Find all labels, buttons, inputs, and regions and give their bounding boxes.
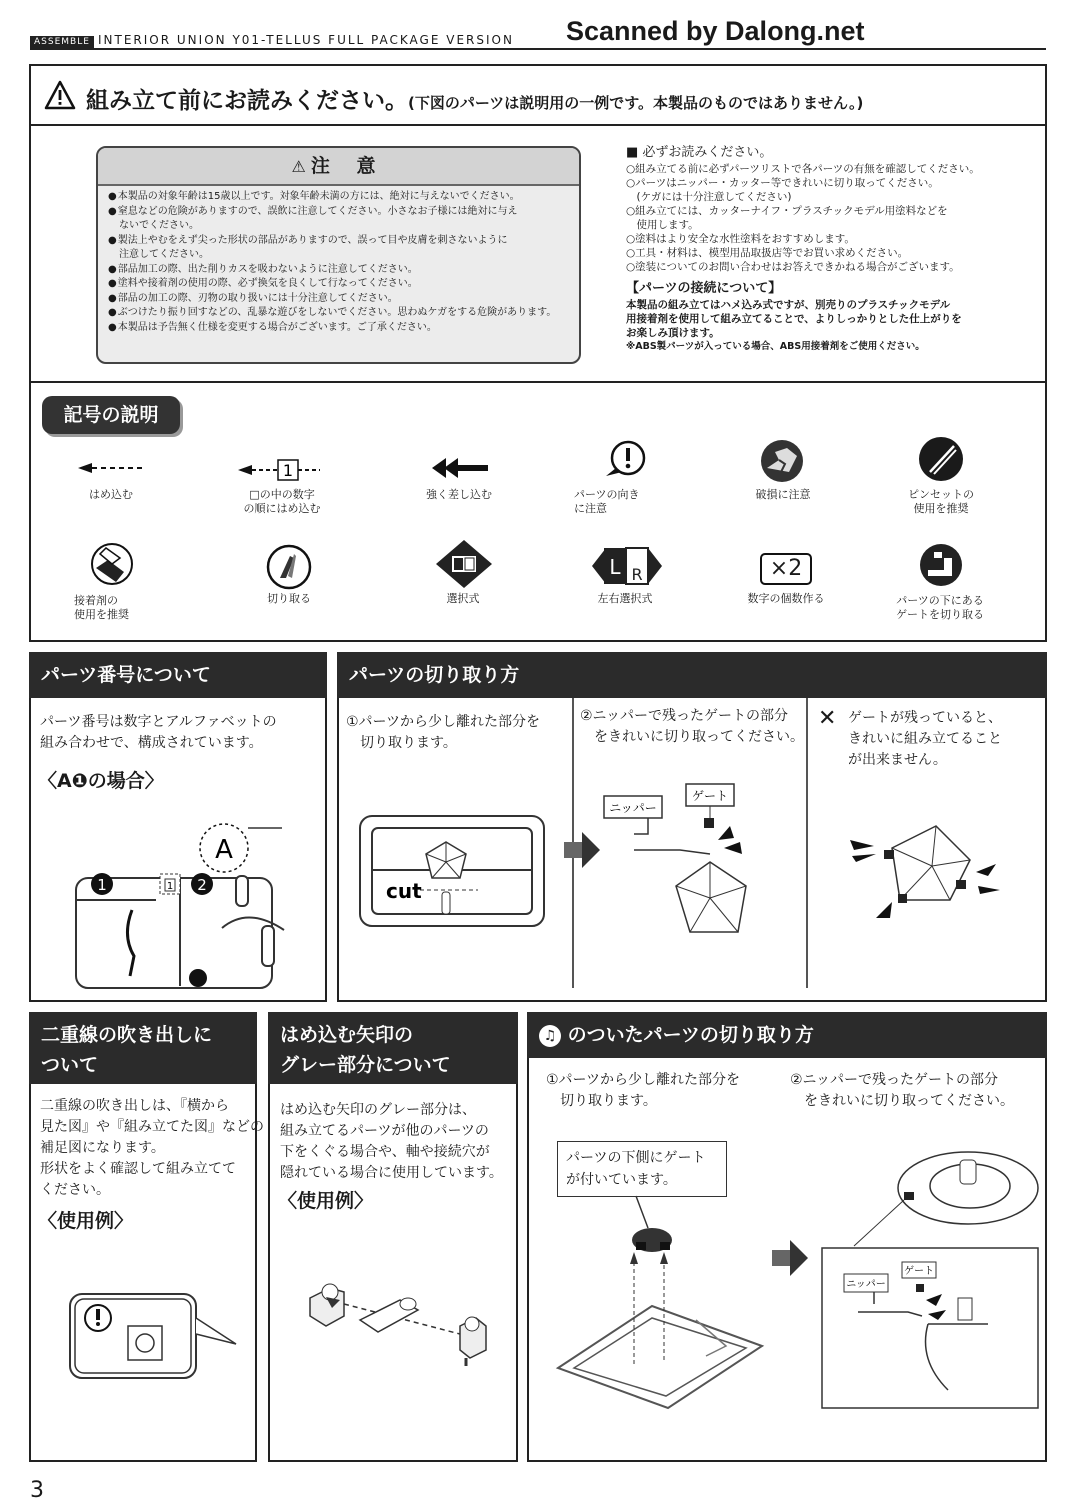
sprue-letter: A xyxy=(215,835,233,865)
cutting-step2-line: ②ニッパーで残ったゲートの部分 xyxy=(580,708,788,724)
caution-item: ● 製法上やむをえず尖った形状の部品がありますので、誤って目や皮膚を刺さないように xyxy=(108,234,569,249)
connection-text: 本製品の組み立てはハメ込み式ですが、別売りのプラスチックモデル xyxy=(626,299,951,311)
gray-arrow-heading xyxy=(268,1012,518,1084)
cutting-divider-2 xyxy=(806,698,808,988)
double-line-text xyxy=(40,1096,264,1201)
numbered-arrow-number: 1 xyxy=(282,461,294,480)
must-read-item: ○塗料はより安全な水性塗料をおすすめします。 xyxy=(626,233,855,245)
under-gate-heading-icon: ♫ xyxy=(539,1025,561,1047)
symbol-label-lr-choice: 左右選択式 xyxy=(597,592,653,605)
under-gate-step2-line: ②ニッパーで残ったゲートの部分 xyxy=(790,1072,998,1088)
must-read-block xyxy=(626,144,1036,354)
nipper-label: ニッパー xyxy=(609,801,657,815)
lr-left-label: L xyxy=(609,555,621,579)
under-gate-step1 xyxy=(546,1070,740,1112)
caution-list xyxy=(108,190,569,335)
left-right-choice-icon xyxy=(592,546,662,586)
cutting-heading: パーツの切り取り方 xyxy=(337,652,1047,698)
connection-text: 用接着剤を使用して組み立てることで、よりしっかりとした仕上がりを xyxy=(626,313,962,325)
cut-step2-diagram xyxy=(600,782,800,942)
caution-item: ● 本製品は予告無く仕様を変更する場合がございます。ご了承ください。 xyxy=(108,321,569,336)
breakage-icon xyxy=(759,438,805,484)
symbol-label-under-gate: パーツの下にある ゲートを切り取る xyxy=(896,594,984,621)
under-gate-icon xyxy=(918,542,964,588)
gray-arrow-heading-line: グレー部分について xyxy=(280,1054,451,1076)
symbols-heading: 記号の説明 xyxy=(42,396,180,434)
symbols-divider xyxy=(29,381,1047,383)
double-line-line: 補足図になります。 xyxy=(40,1140,165,1156)
cut-icon xyxy=(266,544,312,590)
symbol-label-breakage: 破損に注意 xyxy=(755,488,811,501)
double-line-line: 二重線の吹き出しは、『横から xyxy=(40,1098,229,1114)
cutting-step2 xyxy=(580,706,804,748)
cutting-step2-line: をきれいに切り取ってください。 xyxy=(580,729,804,745)
symbol-label-choice: 選択式 xyxy=(446,592,480,605)
under-gate-next-arrow-icon xyxy=(770,1238,810,1278)
gray-arrow-heading-line: はめ込む矢印の xyxy=(280,1024,414,1046)
under-gate-step2 xyxy=(790,1070,1014,1112)
lr-right-label: R xyxy=(631,565,643,584)
double-line-example: 〈使用例〉 xyxy=(38,1210,134,1232)
under-gate-heading: のついたパーツの切り取り方 xyxy=(567,1024,814,1046)
connection-heading: 【パーツの接続について】 xyxy=(626,281,782,296)
caution-item: ● 本製品の対象年齢は15歳以上です。対象年齢未満の方には、絶対に与えないでください。 xyxy=(108,190,569,205)
under-gate-nipper-label: ニッパー xyxy=(846,1279,886,1290)
gray-arrow-line: 隠れている場合に使用しています。 xyxy=(280,1165,503,1181)
under-gate-step1-line: 切り取ります。 xyxy=(546,1093,657,1109)
part-numbers-heading: パーツ番号について xyxy=(29,652,327,698)
double-line-heading-line: 二重線の吹き出しに xyxy=(41,1024,213,1046)
caution-heading: 注 意 xyxy=(310,155,386,177)
under-gate-step2-line: をきれいに切り取ってください。 xyxy=(790,1093,1014,1109)
double-line-line: 見た図』や『組み立てた図』などの xyxy=(40,1119,264,1135)
double-line-line: ください。 xyxy=(40,1182,110,1198)
caution-item-cont: 注意してください。 xyxy=(119,249,209,260)
choice-icon xyxy=(434,538,494,590)
double-line-line: 形状をよく確認して組み立てて xyxy=(40,1161,236,1177)
document-title: INTERIOR UNION Y01-TELLUS FULL PACKAGE VERSION xyxy=(98,33,514,47)
part-numbers-example: 〈A❶の場合〉 xyxy=(38,770,164,792)
under-gate-callout xyxy=(557,1141,727,1197)
must-read-item: ○パーツはニッパー・カッター等できれいに切り取ってください。 xyxy=(626,177,939,189)
symbol-label-order: □の中の数字 の順にはめ込む xyxy=(243,488,321,515)
cutting-warning xyxy=(848,708,1002,771)
intro-title-main: 組み立て前にお読みください。 xyxy=(86,88,408,114)
part-numbers-line: 組み合わせで、構成されています。 xyxy=(40,735,263,751)
under-gate-step2-diagram xyxy=(818,1140,1042,1410)
scan-credit: Scanned by Dalong.net xyxy=(566,16,865,46)
dashed-arrow-icon xyxy=(78,462,148,474)
symbol-label-multiply: 数字の個数作る xyxy=(747,592,825,605)
tweezers-icon xyxy=(918,436,964,482)
must-read-item: ○工具・材料は、模型用品取扱店等でお買い求めください。 xyxy=(626,247,909,259)
gray-arrow-diagram xyxy=(300,1270,500,1370)
double-arrow-icon xyxy=(432,456,490,480)
under-gate-step1-line: ①パーツから少し離れた部分を xyxy=(546,1072,740,1088)
cutting-step1-line: ①パーツから少し離れた部分を xyxy=(346,714,540,730)
double-line-heading xyxy=(29,1012,257,1084)
cut-label: cut xyxy=(386,879,422,903)
caution-item: ● 部品加工の際、出た削りカスを吸わないように注意してください。 xyxy=(108,263,569,278)
gray-arrow-line: 組み立てるパーツが他のパーツの xyxy=(280,1123,489,1139)
page-number: 3 xyxy=(30,1478,44,1503)
gray-arrow-line: 下をくぐる場合や、軸や接続穴が xyxy=(280,1144,490,1160)
caution-warning-icon: ⚠ xyxy=(291,157,311,176)
part-number-1: 1 xyxy=(97,876,107,894)
must-read-item: ○組み立てる前に必ずパーツリストで各パーツの有無を確認してください。 xyxy=(626,163,980,175)
cutting-warning-line: が出来ません。 xyxy=(848,752,947,768)
part-number-2: 2 xyxy=(197,876,207,894)
assemble-tag: ASSEMBLE xyxy=(30,36,94,48)
cut-step1-diagram xyxy=(358,814,548,930)
symbol-label-glue: 接着剤の 使用を推奨 xyxy=(74,594,129,621)
must-read-item: ○塗装についてのお問い合わせはお答えできかねる場合がございます。 xyxy=(626,261,960,273)
cut-warning-diagram xyxy=(846,822,1006,934)
cutting-step1-line: 切り取ります。 xyxy=(346,735,457,751)
under-gate-heading-bar xyxy=(527,1012,1047,1058)
symbol-label-tweezers: ピンセットの 使用を推奨 xyxy=(908,488,974,515)
intro-subtitle: (下図のパーツは説明用の一例です。本製品のものではありません。) xyxy=(408,94,864,112)
numbered-arrow-icon xyxy=(238,458,322,482)
connection-text: お楽しみ頂けます。 xyxy=(626,327,720,339)
under-gate-gate-label: ゲート xyxy=(904,1266,934,1277)
must-read-item: (ケガには十分注意してください) xyxy=(626,191,792,203)
symbol-label-insert: はめ込む xyxy=(89,488,133,501)
gate-label: ゲート xyxy=(691,789,729,803)
double-line-callout-diagram xyxy=(68,1292,240,1382)
warning-triangle-icon xyxy=(44,80,76,110)
glue-icon xyxy=(86,540,138,588)
under-gate-step1-diagram xyxy=(556,1196,766,1410)
runner-diagram xyxy=(72,816,312,986)
caution-box xyxy=(96,146,581,364)
cutting-warning-line: ゲートが残っていると、 xyxy=(848,710,1002,726)
part-numbers-line: パーツ番号は数字とアルファベットの xyxy=(40,714,277,730)
must-read-item: 使用します。 xyxy=(626,219,699,231)
cutting-warning-x-icon: ✕ xyxy=(818,706,837,731)
gray-arrow-example: 〈使用例〉 xyxy=(278,1190,374,1212)
under-gate-callout-line: パーツの下側にゲート xyxy=(566,1150,706,1166)
next-arrow-icon xyxy=(562,830,602,870)
caution-item: ● 窒息などの危険がありますので、誤飲に注意してください。小さなお子様には絶対に与え xyxy=(108,205,569,220)
part-numbers-text xyxy=(40,712,277,754)
caution-item: ● 塗料や接着剤の使用の際、必ず換気を良くして行なってください。 xyxy=(108,277,569,292)
exclamation-bubble-icon xyxy=(602,440,648,480)
intro-divider xyxy=(29,124,1047,126)
header-rule xyxy=(30,48,1046,50)
must-read-item: ○組み立てには、カッターナイフ・プラスチックモデル用塗料などを xyxy=(626,205,948,217)
cutting-step1 xyxy=(346,712,540,754)
symbol-label-orientation: パーツの向き に注意 xyxy=(574,488,640,515)
caution-header xyxy=(98,148,579,186)
under-gate-callout-line: が付いています。 xyxy=(566,1172,677,1188)
double-line-heading-line: ついて xyxy=(41,1054,99,1076)
small-number-1: 1 xyxy=(166,881,174,892)
connection-text: ※ABS製パーツが入っている場合、ABS用接着剤をご使用ください。 xyxy=(626,341,925,352)
multiply-icon: ×2 xyxy=(760,553,812,585)
caution-item: ● 部品の加工の際、刃物の取り扱いには十分注意してください。 xyxy=(108,292,569,307)
symbol-label-push: 強く差し込む xyxy=(426,488,492,501)
gray-arrow-text xyxy=(280,1100,503,1184)
cutting-warning-line: きれいに組み立てること xyxy=(848,731,1002,747)
gray-arrow-line: はめ込む矢印のグレー部分は、 xyxy=(280,1102,476,1118)
caution-item: ● ぶつけたり振り回すなどの、乱暴な遊びをしないでください。思わぬケガをする危険があります。 xyxy=(108,306,569,321)
caution-item-cont: ないでください。 xyxy=(119,220,199,231)
symbol-label-cut: 切り取る xyxy=(267,592,311,605)
must-read-heading: ■ 必ずお読みください。 xyxy=(626,145,773,160)
intro-title xyxy=(86,82,863,115)
